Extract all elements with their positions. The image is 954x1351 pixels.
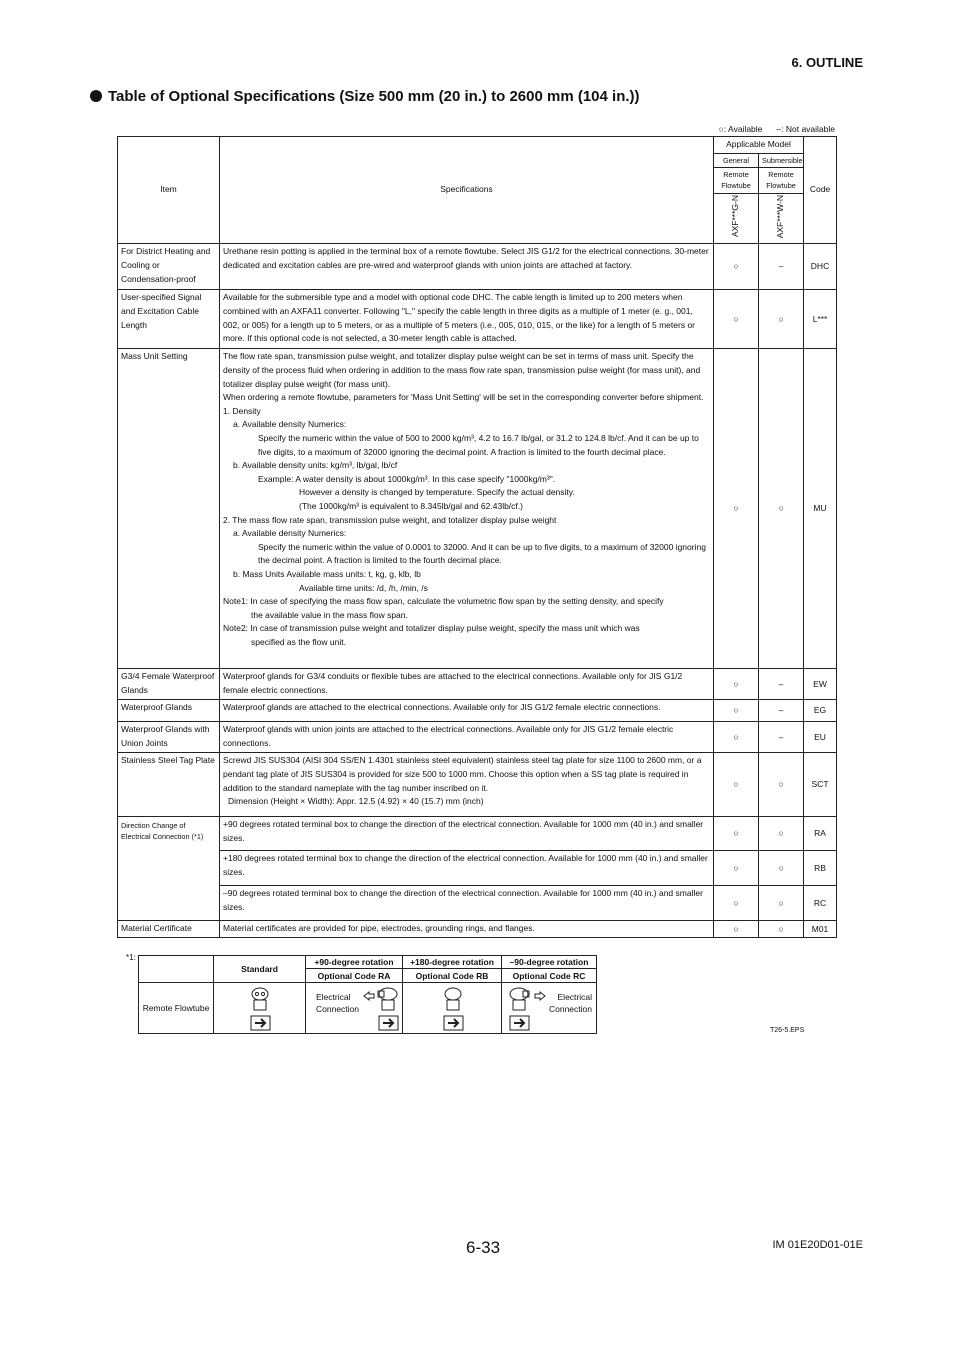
mu-note1: Note1: In case of specifying the mass flow span, calculate the volumetric flow span by the setting density, and specify — [223, 596, 664, 607]
code-rc: Optional Code RC — [502, 969, 597, 983]
header-remote-flowtube-general: Remote Flowtube — [714, 167, 759, 193]
option-code: M01 — [804, 921, 837, 938]
option-code: L*** — [804, 290, 837, 349]
general-availability: ○ — [714, 851, 759, 886]
mu-intro: The flow rate span, transmission pulse weight, and totalizer display pulse weight can be set in terms of mass unit. Specify the density of the process fluid when ordering in addition to the mass flow rate span, transmission pulse weight (for mass unit), and totalizer display pulse weight (for mass unit). — [223, 351, 701, 389]
header-plus180: +180-degree rotation — [403, 956, 502, 969]
spec-cell: Waterproof glands with union joints are attached to the electrical connections. Available only for JIS G1/2 female electric connections. — [220, 722, 714, 753]
mu-example: Example: A water density is about 1000kg/m³. In this case specify "1000kg/m³". — [258, 473, 556, 484]
submersible-availability: – — [759, 244, 804, 290]
table-row — [118, 921, 837, 938]
general-availability: ○ — [714, 669, 759, 700]
header-code: Code — [804, 137, 837, 244]
item-cell: Waterproof Glands with Union Joints — [118, 722, 220, 753]
spec-cell: –90 degrees rotated terminal box to change the direction of the electrical connection. Available for 1000 mm (40 in.) and smaller sizes. — [220, 886, 714, 921]
electrical-connection-label-rc: Electrical Connection — [548, 992, 592, 1014]
mu-density-units: b. Available density units: kg/m³, lb/gal, lb/cf — [233, 460, 398, 471]
mu-example-line2: However a density is changed by temperature. Specify the actual density. — [299, 487, 575, 498]
page-number: 6-33 — [466, 1238, 501, 1257]
submersible-availability: – — [759, 669, 804, 700]
header-submersible: Submersible — [759, 153, 804, 167]
general-availability: ○ — [714, 290, 759, 349]
general-availability: ○ — [714, 722, 759, 753]
table-row — [118, 244, 837, 290]
header-applicable-model: Applicable Model — [714, 137, 804, 154]
spec-cell — [220, 753, 714, 817]
spec-cell — [220, 349, 714, 669]
footnote-mark: *1: — [126, 953, 136, 962]
page-title-text: Table of Optional Specifications (Size 500 mm (20 in.) to 2600 mm (104 in.)) — [108, 88, 640, 105]
submersible-availability: ○ — [759, 851, 804, 886]
mu-note2: Note2: In case of transmission pulse weight and totalizer display pulse weight, specify the mass unit which was — [223, 623, 640, 634]
item-cell: Stainless Steel Tag Plate — [118, 753, 220, 817]
table-row — [118, 700, 837, 722]
table-row — [118, 722, 837, 753]
section-header: 6. OUTLINE — [791, 55, 863, 70]
option-code: SCT — [804, 753, 837, 817]
item-cell: Material Certificate — [118, 921, 220, 938]
code-ra: Optional Code RA — [306, 969, 403, 983]
header-specifications: Specifications — [220, 137, 714, 244]
item-cell: User-specified Signal and Excitation Cable Length — [118, 290, 220, 349]
flowtube-ra-icon — [362, 986, 402, 1032]
table-row — [118, 349, 837, 669]
code-rb: Optional Code RB — [403, 969, 502, 983]
mu-example-line3: (The 1000kg/m³ is equivalent to 8.345lb/gal and 62.43lb/cf.) — [299, 501, 523, 512]
submersible-availability: – — [759, 700, 804, 722]
table-row — [118, 290, 837, 349]
item-cell: G3/4 Female Waterproof Glands — [118, 669, 220, 700]
mu-mass-flow-numerics: a. Available density Numerics: — [233, 528, 347, 539]
rotation-table — [138, 955, 597, 1034]
item-cell: Mass Unit Setting — [118, 349, 220, 669]
submersible-availability: – — [759, 722, 804, 753]
mu-density-numerics: a. Available density Numerics: — [233, 419, 347, 430]
submersible-availability: ○ — [759, 817, 804, 851]
item-cell: Waterproof Glands — [118, 700, 220, 722]
flowtube-rb-icon — [443, 986, 465, 1032]
figure-id: T26-5.EPS — [770, 1027, 805, 1034]
general-availability: ○ — [714, 886, 759, 921]
mu-intro-remote: When ordering a remote flowtube, parameters for 'Mass Unit Setting' will be set in the corresponding converter before shipment. — [223, 392, 704, 403]
electrical-connection-label-ra: Electrical Connection — [316, 992, 360, 1014]
mu-density-numerics-text: Specify the numeric within the value of 500 to 2000 kg/m³, 4.2 to 16.7 lb/gal, or 31.2 to 124.8 lb/cf. And it can be up to five digits, to a maximum of 32000 ignoring the decimal point. A fraction is limited to the fourth decimal place. — [258, 433, 699, 457]
submersible-availability: ○ — [759, 753, 804, 817]
spec-cell: Material certificates are provided for pipe, electrodes, grounding rings, and flanges. — [220, 921, 714, 938]
mu-note2-cont: specified as the flow unit. — [251, 636, 346, 647]
general-availability: ○ — [714, 753, 759, 817]
submersible-availability: ○ — [759, 886, 804, 921]
option-code: EG — [804, 700, 837, 722]
legend-available: ○: Available — [718, 124, 763, 134]
header-standard: Standard — [214, 956, 306, 983]
general-availability: ○ — [714, 349, 759, 669]
header-model-general: AXF***G-N — [730, 195, 741, 238]
mu-mass-flow: 2. The mass flow rate span, transmission pulse weight, and totalizer display pulse weight — [223, 514, 557, 525]
table-row — [118, 886, 837, 921]
spec-cell: Available for the submersible type and a model with optional code DHC. The cable length is limited up to 200 meters when combined with an AXFA11 converter. Following "L," specify the cable length in three digits as a multiple of 1 meter (e. g., 001, 002, or 005) for a length up to 5 meters, or as a multiple of 5 meters (i.e., 005, 010, 015, or the like) for a length of 5 meters or more. If this optional code is not selected, a 30-meter length cable is attached. — [220, 290, 714, 349]
option-code: RC — [804, 886, 837, 921]
submersible-availability: ○ — [759, 921, 804, 938]
spec-cell: Urethane resin potting is applied in the terminal box of a remote flowtube. Select JIS G1/2 for the electrical connections. 30-meter dedicated and excitation cables are pre-wired and waterproof glands with union joints are attached at factory. — [220, 244, 714, 290]
document-id: IM 01E20D01-01E — [772, 1239, 863, 1251]
option-code: DHC — [804, 244, 837, 290]
general-availability: ○ — [714, 921, 759, 938]
header-general: General — [714, 153, 759, 167]
row-remote-flowtube: Remote Flowtube — [139, 983, 214, 1034]
mu-time-units: Available time units: /d, /h, /min, /s — [299, 582, 428, 593]
bullet-icon — [90, 90, 102, 102]
legend-not-available: –: Not available — [776, 124, 835, 134]
spec-cell: +180 degrees rotated terminal box to change the direction of the electrical connection. Available for 1000 mm (40 in.) and smaller sizes. — [220, 851, 714, 886]
header-item: Item — [118, 137, 220, 244]
mu-density: 1. Density — [223, 405, 261, 416]
submersible-availability: ○ — [759, 349, 804, 669]
general-availability: ○ — [714, 244, 759, 290]
spec-cell: +90 degrees rotated terminal box to change the direction of the electrical connection. Available for 1000 mm (40 in.) and smaller sizes. — [220, 817, 714, 851]
option-code: RA — [804, 817, 837, 851]
flowtube-standard-icon — [250, 986, 272, 1032]
mu-mass-units: b. Mass Units Available mass units: t, kg, g, klb, lb — [233, 568, 421, 579]
option-code: EU — [804, 722, 837, 753]
table-row — [118, 817, 837, 851]
option-code: EW — [804, 669, 837, 700]
spec-dimension: Dimension (Height × Width): Appr. 12.5 (4.92) × 40 (15.7) mm (inch) — [228, 796, 484, 807]
page-title — [90, 88, 640, 105]
options-table — [117, 136, 837, 938]
spec-cell: Waterproof glands are attached to the electrical connections. Available only for JIS G1/2 female electric connections. — [220, 700, 714, 722]
spec-cell: Waterproof glands for G3/4 conduits or flexible tubes are attached to the electrical connections. Available only for JIS G1/2 female electric connections. — [220, 669, 714, 700]
header-minus90: –90-degree rotation — [502, 956, 597, 969]
header-remote-flowtube-submersible: Remote Flowtube — [759, 167, 804, 193]
mu-mass-flow-numerics-text: Specify the numeric within the value of 0.0001 to 32000. And it can be up to five digits, to a maximum of 32000 ignoring the decimal point. A fraction is limited to the fourth decimal place. — [258, 541, 706, 566]
submersible-availability: ○ — [759, 290, 804, 349]
legend — [560, 124, 835, 134]
header-model-submersible: AXF***W-N — [775, 194, 786, 238]
general-availability: ○ — [714, 817, 759, 851]
option-code: MU — [804, 349, 837, 669]
table-row — [118, 753, 837, 817]
option-code: RB — [804, 851, 837, 886]
item-cell: Direction Change of Electrical Connection (*1) — [118, 817, 220, 921]
mu-note1-cont: the available value in the mass flow span. — [251, 609, 408, 620]
table-row — [118, 669, 837, 700]
general-availability: ○ — [714, 700, 759, 722]
header-plus90: +90-degree rotation — [306, 956, 403, 969]
flowtube-rc-icon — [507, 986, 547, 1032]
spec-text: Screwd JIS SUS304 (AISI 304 SS/EN 1.4301 stainless steel equivalent) stainless steel tag plate for size 1100 to 2600 mm, or a pendant tag plate of JIS SUS304 is provided for size 500 to 1000 mm. Choose this option when a SS tag plate is required in addition to the standard nameplate with the tag number inscribed on it. — [223, 755, 702, 793]
item-cell: For District Heating and Cooling or Condensation-proof — [118, 244, 220, 290]
table-row — [118, 851, 837, 886]
